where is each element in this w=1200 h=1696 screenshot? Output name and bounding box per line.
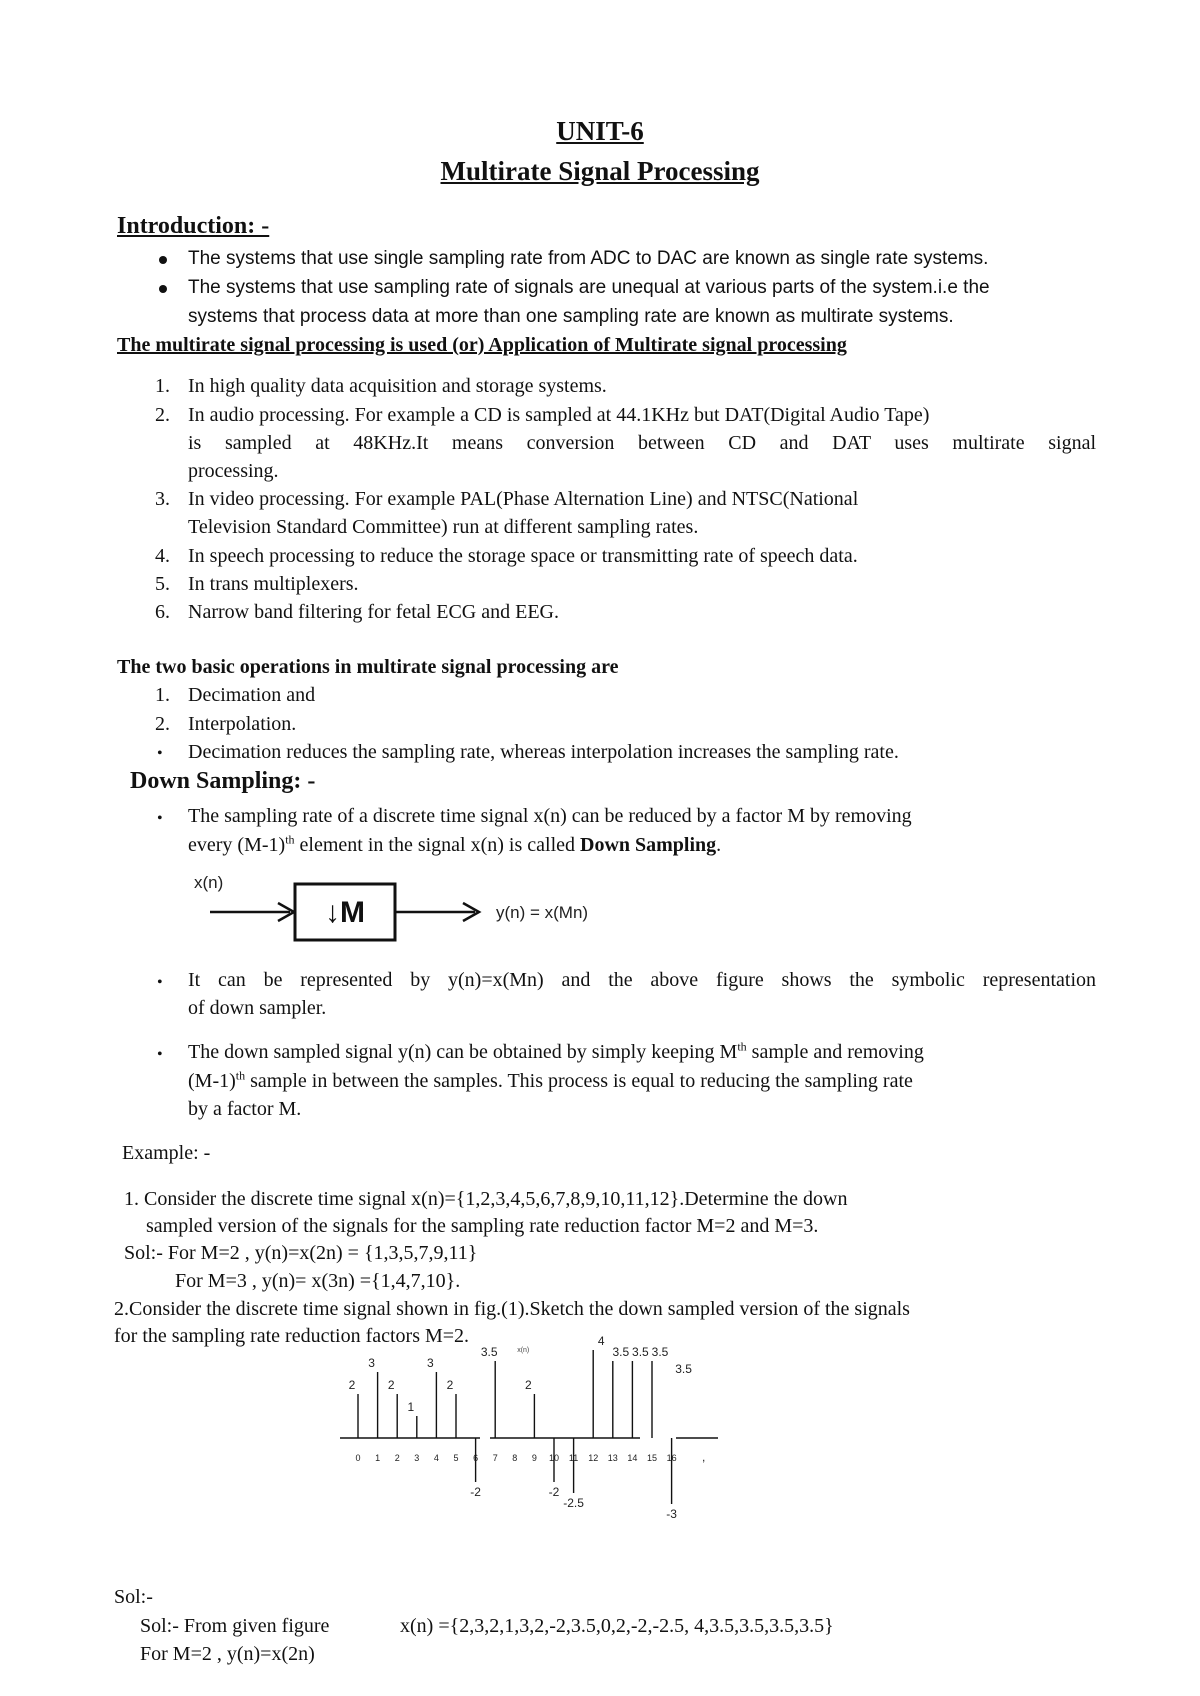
tick-label-6: 6	[473, 1453, 479, 1463]
tick-label-7: 7	[492, 1453, 498, 1463]
small-bullet: •	[157, 974, 163, 991]
value-label-16: -3	[666, 1507, 677, 1521]
tick-label-5: 5	[453, 1453, 459, 1463]
value-label-7: 3.5	[480, 1345, 498, 1359]
op-num-2: 2.	[155, 713, 170, 735]
value-label-3: 1	[407, 1400, 415, 1414]
ds-bullet-1-cont: every $(M-1)^{th}$ element in the signal x(n) is called Down Sampling.	[188, 832, 722, 856]
value-label-5: 2	[446, 1378, 454, 1392]
app-item-3-cont: Television Standard Committee) run at different sampling rates.	[188, 516, 699, 538]
tick-label-16: 16	[666, 1453, 677, 1463]
page-title: Multirate Signal Processing	[440, 156, 760, 186]
value-label-11: -2.5	[563, 1496, 584, 1510]
intro-heading: Introduction: -	[117, 213, 270, 239]
app-num-6: 6.	[155, 601, 170, 623]
signal-label: x(n)	[517, 1347, 530, 1354]
diagram-input-label: x(n)	[194, 873, 224, 892]
tick-label-8: 8	[512, 1453, 518, 1463]
example-q2: 2.Consider the discrete time signal shown in fig.(1).Sketch the down sampled version of the signals	[114, 1298, 910, 1320]
small-bullet: •	[157, 810, 163, 827]
app-item-2-cont2: processing.	[188, 460, 279, 482]
stem-plot-marks	[358, 1350, 672, 1504]
sol2-line1-b: x(n) ={2,3,2,1,3,2,-2,3.5,0,2,-2,-2.5, 4,3.5,3.5,3.5,3.5}	[400, 1615, 834, 1637]
value-label-0: 2	[348, 1378, 356, 1392]
app-item-2-cont: is sampled at 48KHz.It means conversion between CD and DAT uses multirate signal	[188, 432, 1096, 454]
example-q1: 1. Consider the discrete time signal x(n)={1,2,3,4,5,6,7,8,9,10,11,12}.Determine the down	[124, 1188, 848, 1210]
axis-end-label: ,	[702, 1450, 706, 1464]
app-item-2: In audio processing. For example a CD is sampled at 44.1KHz but DAT(Digital Audio Tape)	[188, 404, 930, 426]
bullet-dot	[159, 256, 167, 264]
tick-label-14: 14	[627, 1453, 638, 1463]
app-item-1: In high quality data acquisition and storage systems.	[188, 375, 607, 397]
value-label-9: 2	[525, 1378, 532, 1392]
unit-title: UNIT-6	[556, 116, 644, 146]
app-item-4: In speech processing to reduce the storage space or transmitting rate of speech data.	[188, 545, 858, 567]
value-label-6: -2	[470, 1485, 481, 1499]
ds-bullet-3: The down sampled signal y(n) can be obtained by simply keeping Mth sample and removing	[188, 1039, 924, 1063]
value-label-2: 2	[387, 1378, 395, 1392]
small-bullet: •	[157, 745, 163, 762]
op-num-1: 1.	[155, 684, 170, 706]
sol-label: Sol:-	[114, 1586, 153, 1608]
app-num-5: 5.	[155, 573, 170, 595]
operations-heading: The two basic operations in multirate signal processing are	[117, 656, 619, 678]
example-q1-cont: sampled version of the signals for the sampling rate reduction factor M=2 and M=3.	[146, 1215, 819, 1237]
sol2-line2: For M=2 , y(n)=x(2n)	[140, 1643, 315, 1665]
applications-heading: The multirate signal processing is used (or) Application of Multirate signal processing	[117, 334, 847, 356]
tick-label-13: 13	[607, 1453, 618, 1463]
tick-label-1: 1	[375, 1453, 381, 1463]
tick-label-2: 2	[394, 1453, 400, 1463]
small-bullet: •	[157, 1046, 163, 1063]
extra-value-label: 3.5	[675, 1362, 692, 1376]
down-sampler-diagram	[190, 870, 630, 940]
example-sol1: Sol:- For M=2 , y(n)=x(2n) = {1,3,5,7,9,11}	[124, 1242, 478, 1264]
ds-bullet-3-cont: $(M-1)^{th}$ sample in between the samples. This process is equal to reducing the sampling rate	[188, 1068, 913, 1092]
tick-label-10: 10	[548, 1453, 560, 1463]
sol2-line1-a: Sol:- From given figure	[140, 1615, 330, 1637]
stem-plot	[340, 1334, 720, 1577]
app-num-2: 2.	[155, 404, 170, 426]
bullet-dot	[159, 285, 167, 293]
app-item-5: In trans multiplexers.	[188, 573, 359, 595]
ds-bullet-2: It can be represented by y(n)=x(Mn) and the above figure shows the symbolic representation	[188, 969, 1096, 991]
tick-label-11: 11	[568, 1453, 579, 1463]
tick-label-9: 9	[531, 1453, 537, 1463]
value-label-12: 4	[597, 1334, 605, 1348]
value-label-13: 3.5	[612, 1345, 630, 1359]
op-bullet: Decimation reduces the sampling rate, whereas interpolation increases the sampling rate.	[188, 741, 899, 763]
ds-bullet-2-cont: of down sampler.	[188, 997, 327, 1019]
example-label: Example: -	[122, 1142, 211, 1164]
op-item-1: Decimation and	[188, 684, 316, 706]
app-num-1: 1.	[155, 375, 170, 397]
op-item-2: Interpolation.	[188, 713, 297, 735]
example-q2-cont: for the sampling rate reduction factors M=2.	[114, 1325, 470, 1347]
block-label: ↓M	[325, 896, 365, 929]
tick-label-0: 0	[355, 1453, 361, 1463]
down-sampling-heading: Down Sampling: -	[130, 768, 316, 794]
intro-bullet-2-cont: systems that process data at more than one sampling rate are known as multirate systems.	[188, 306, 954, 327]
intro-bullet-2: The systems that use sampling rate of signals are unequal at various parts of the system.i.e the	[188, 277, 990, 298]
value-label-14: 3.5	[632, 1345, 649, 1359]
value-label-1: 3	[368, 1356, 375, 1370]
app-item-6: Narrow band filtering for fetal ECG and EEG.	[188, 601, 559, 623]
tick-label-4: 4	[433, 1453, 439, 1463]
example-sol1-cont: For M=3 , y(n)= x(3n) ={1,4,7,10}.	[175, 1270, 461, 1292]
intro-bullet-1: The systems that use single sampling rate from ADC to DAC are known as single rate systems.	[188, 248, 989, 269]
app-num-3: 3.	[155, 488, 170, 510]
value-label-15: 3.5	[651, 1345, 669, 1359]
app-num-4: 4.	[155, 545, 170, 567]
tick-label-3: 3	[414, 1453, 420, 1463]
diagram-output-label: y(n) = x(Mn)	[496, 903, 589, 922]
value-label-4: 3	[427, 1356, 434, 1370]
tick-label-12: 12	[588, 1453, 599, 1463]
ds-bullet-3-cont2: by a factor M.	[188, 1098, 302, 1120]
tick-label-15: 15	[646, 1453, 658, 1463]
ds-bullet-1: The sampling rate of a discrete time signal x(n) can be reduced by a factor M by removing	[188, 805, 912, 827]
app-item-3: In video processing. For example PAL(Phase Alternation Line) and NTSC(National	[188, 488, 859, 510]
value-label-10: -2	[548, 1485, 560, 1499]
